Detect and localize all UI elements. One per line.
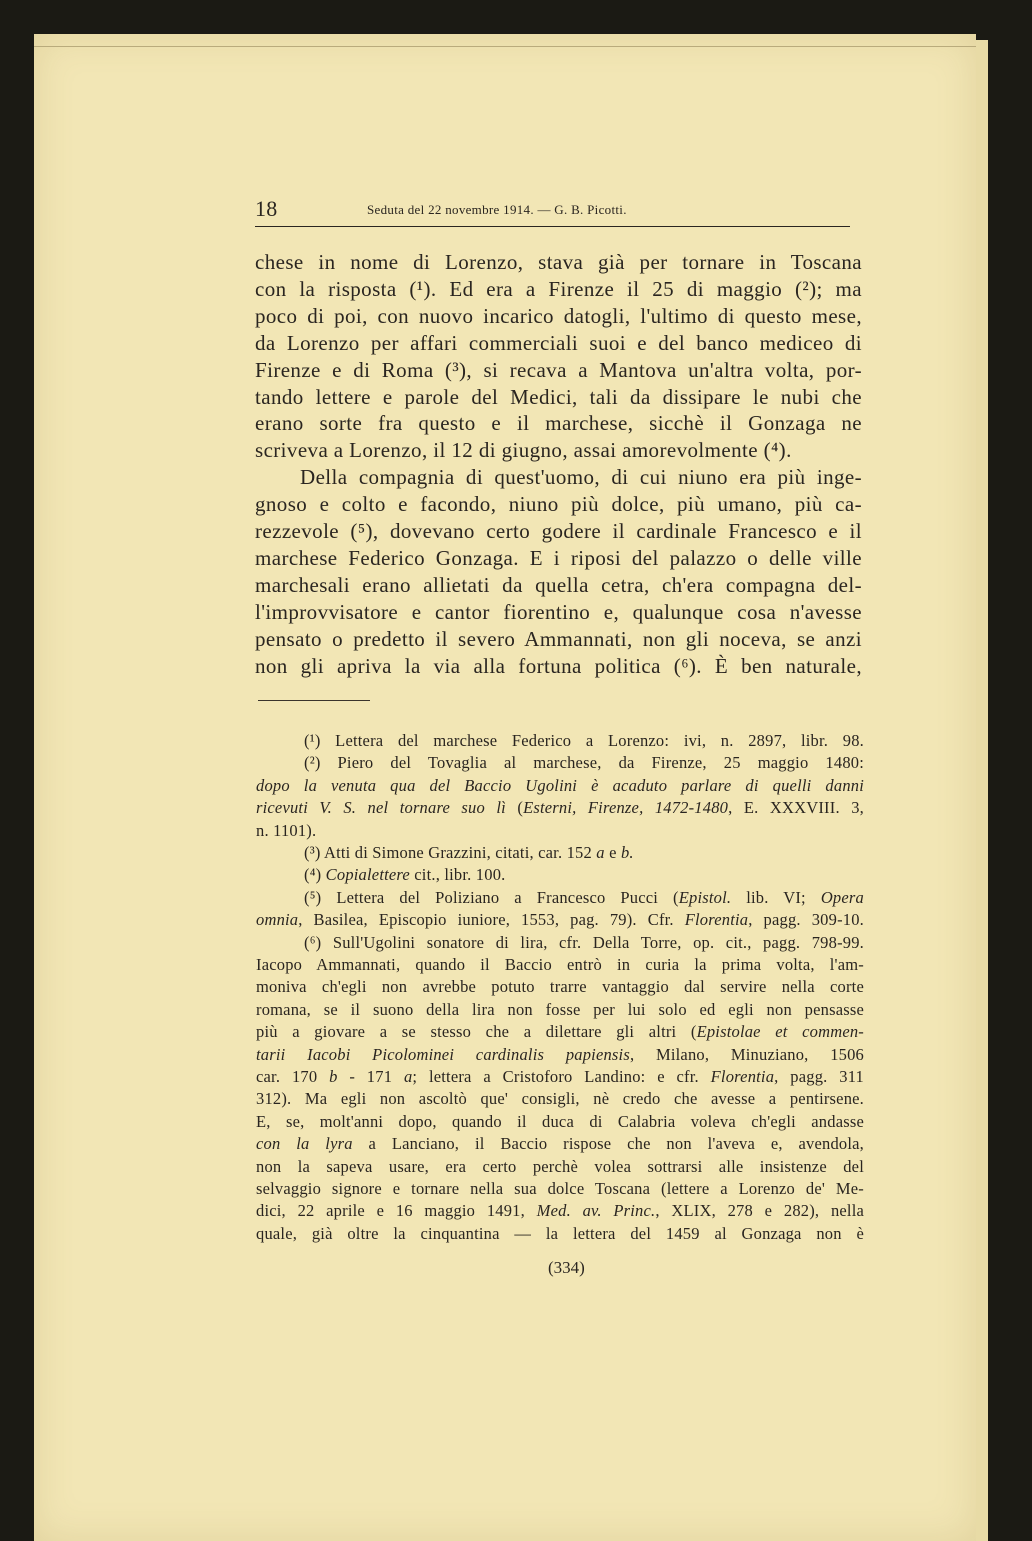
text-segment: tarii Iacobi Picolominei cardinalis papiensis: [256, 1044, 630, 1064]
text-segment: car. 170: [256, 1067, 330, 1086]
text-line: [255, 627, 862, 652]
footnote-line: [256, 955, 864, 975]
text-segment: Firenze e di Roma (³), si recava a Mantova un'altra volta, por-: [255, 357, 862, 382]
footnote-line: [256, 776, 864, 796]
text-segment: ricevuti V. S. nel tornare suo lì: [256, 798, 506, 818]
footnote-line: [256, 798, 864, 818]
text-segment: marchesali erano allietati da quella cetra, ch'era compagna del-: [255, 572, 862, 597]
footnote-line: [304, 888, 864, 908]
text-line: [255, 331, 862, 356]
text-segment: Florentia: [684, 910, 749, 930]
text-segment: dici, 22 aprile e 16 maggio 1491,: [256, 1201, 537, 1221]
text-segment: selvaggio signore e tornare nella sua dolce Toscana (lettere a Lorenzo de' Me-: [256, 1179, 864, 1198]
text-segment: - 171: [337, 1067, 404, 1086]
header-rule: [255, 226, 850, 227]
text-segment: Esterni, Firenze, 1472-1480: [523, 798, 729, 818]
text-segment: chese in nome di Lorenzo, stava già per tornare in Toscana: [255, 250, 862, 274]
text-segment: Opera: [820, 887, 864, 907]
text-segment: (³) Atti di Simone Grazzini, citati, car. 152: [304, 843, 597, 862]
text-line: [255, 277, 862, 302]
text-segment: quale, già oltre la cinquantina — la lettera del 1459 al Gonzaga non è: [256, 1223, 864, 1243]
text-segment: (⁵) Lettera del Poliziano a Francesco Pucci (: [304, 887, 679, 907]
running-header: [255, 196, 850, 220]
footnote-line: [304, 843, 864, 863]
text-segment: erano sorte fra questo e il marchese, sicchè il Gonzaga ne: [255, 411, 862, 436]
footnote-line: [256, 1089, 864, 1109]
text-segment: scriveva a Lorenzo, il 12 di giugno, assai amorevolmente (⁴).: [255, 438, 792, 463]
footnote-line: [304, 753, 864, 773]
text-segment: , XLIX, 278 e 282), nella: [655, 1201, 865, 1221]
footnote-line: [256, 1201, 864, 1221]
text-segment: poco di poi, con nuovo incarico datogli, l'ultimo di questo mese,: [255, 303, 862, 328]
footnote-line: [256, 1157, 864, 1177]
text-segment: a: [403, 1067, 413, 1086]
text-segment: b.: [620, 843, 634, 862]
footnote-line: [256, 821, 864, 841]
footnote-line: [256, 1179, 864, 1199]
text-line: [255, 492, 862, 517]
text-segment: b: [329, 1067, 338, 1086]
text-line: [255, 438, 862, 463]
text-line: [255, 385, 862, 410]
text-segment: con la risposta (¹). Ed era a Firenze il 25 di maggio (²); ma: [255, 276, 862, 301]
text-segment: 312). Ma egli non ascoltò que' consigli, nè credo che avesse a pentirsene.: [256, 1089, 864, 1109]
text-segment: ; lettera a Cristoforo Landino: e cfr.: [412, 1067, 711, 1086]
text-segment: rezzevole (⁵), dovevano certo godere il cardinale Francesco e il: [255, 519, 862, 543]
footnote-line: [256, 910, 864, 930]
text-line: [255, 573, 862, 598]
text-segment: tando lettere e parole del Medici, tali da dissipare le nubi che: [255, 384, 862, 409]
text-segment: moniva ch'egli non avrebbe potuto trarre vantaggio dal servire nella corte: [256, 977, 864, 997]
text-segment: n. 1101).: [256, 820, 317, 840]
text-segment: con la lyra: [256, 1134, 353, 1154]
text-segment: Copialettere: [325, 865, 410, 885]
text-segment: (: [505, 798, 524, 818]
text-segment: Med. av. Princ.: [536, 1201, 656, 1221]
text-segment: e: [604, 843, 621, 862]
footnote-line: [304, 731, 864, 751]
text-segment: dopo la venuta qua del Baccio Ugolini è acaduto parlare di quelli danni: [256, 775, 864, 795]
text-line: [255, 600, 862, 625]
text-segment: marchese Federico Gonzaga. E i riposi del palazzo o delle ville: [255, 545, 862, 570]
text-segment: , E. XXXVIII. 3,: [728, 798, 864, 818]
text-segment: (⁴): [304, 865, 326, 885]
text-segment: E, se, molt'anni dopo, quando il duca di Calabria voleva ch'egli andasse: [256, 1111, 864, 1131]
text-segment: a Lanciano, il Baccio rispose che non l'aveva e, avendola,: [352, 1134, 864, 1154]
text-segment: , Basilea, Episcopio iuniore, 1553, pag. 79). Cfr.: [298, 910, 685, 930]
text-segment: omnia: [256, 910, 299, 930]
next-page-edge: [976, 40, 988, 1541]
text-segment: lib. VI;: [731, 887, 821, 907]
footnote-line: [256, 1045, 864, 1065]
page-number: 18: [255, 196, 278, 221]
text-segment: (⁶) Sull'Ugolini sonatore di lira, cfr. Della Torre, op. cit., pagg. 798-99.: [304, 932, 864, 952]
folio-number: (334): [548, 1258, 585, 1277]
text-segment: , Milano, Minuziano, 1506: [629, 1044, 865, 1064]
text-segment: Della compagnia di quest'uomo, di cui niuno era più inge-: [300, 465, 862, 490]
paper-fold-line: [34, 46, 976, 47]
text-line: [255, 250, 862, 275]
text-segment: (²) Piero del Tovaglia al marchese, da Firenze, 25 maggio 1480:: [304, 753, 864, 773]
text-segment: Iacopo Ammannati, quando il Baccio entrò in curia la prima volta, l'am-: [256, 955, 864, 974]
footnote-line: [256, 1134, 864, 1154]
text-segment: l'improvvisatore e cantor fiorentino e, qualunque cosa n'avesse: [255, 599, 862, 624]
text-segment: non la sapeva usare, era certo perchè volea sottrarsi alle insistenze del: [256, 1156, 864, 1176]
text-line: [255, 358, 862, 383]
footnote-line: [304, 865, 864, 885]
text-segment: Florentia: [710, 1067, 775, 1086]
text-segment: , pagg. 309-10.: [748, 910, 864, 930]
text-segment: Epistol.: [678, 887, 732, 907]
text-line: [255, 304, 862, 329]
text-segment: più a giovare a se stesso che a dilettare gli altri (: [256, 1022, 697, 1042]
text-line: [300, 465, 862, 490]
footnote-line: [304, 933, 864, 953]
text-segment: gnoso e colto e facondo, niuno più dolce, più umano, più ca-: [255, 492, 862, 517]
text-segment: romana, se il suono della lira non fosse per lui solo ed egli non pensasse: [256, 999, 864, 1019]
running-title: Seduta del 22 novembre 1914. — G. B. Picotti.: [367, 202, 627, 217]
text-segment: , pagg. 311: [774, 1067, 864, 1086]
text-line: [255, 519, 862, 544]
footnote-line: [256, 977, 864, 997]
text-line: [255, 654, 862, 679]
text-line: [255, 411, 862, 436]
footnote-line: [256, 1067, 864, 1087]
text-line: [255, 546, 862, 571]
text-segment: pensato o predetto il severo Ammannati, non gli noceva, se anzi: [255, 626, 862, 651]
footnote-line: [256, 1022, 864, 1042]
text-segment: da Lorenzo per affari commerciali suoi e del banco mediceo di: [255, 330, 862, 355]
text-segment: cit., libr. 100.: [409, 865, 506, 885]
footnote-line: [256, 1112, 864, 1132]
text-segment: Epistolae et commen-: [696, 1022, 864, 1042]
footnote-line: [256, 1000, 864, 1020]
footnote-separator: [258, 700, 370, 701]
text-segment: (¹) Lettera del marchese Federico a Lorenzo: ivi, n. 2897, libr. 98.: [304, 731, 864, 750]
text-segment: non gli apriva la via alla fortuna politica (⁶). È ben naturale,: [255, 653, 862, 678]
text-segment: a: [596, 843, 605, 862]
footnote-line: [256, 1224, 864, 1244]
